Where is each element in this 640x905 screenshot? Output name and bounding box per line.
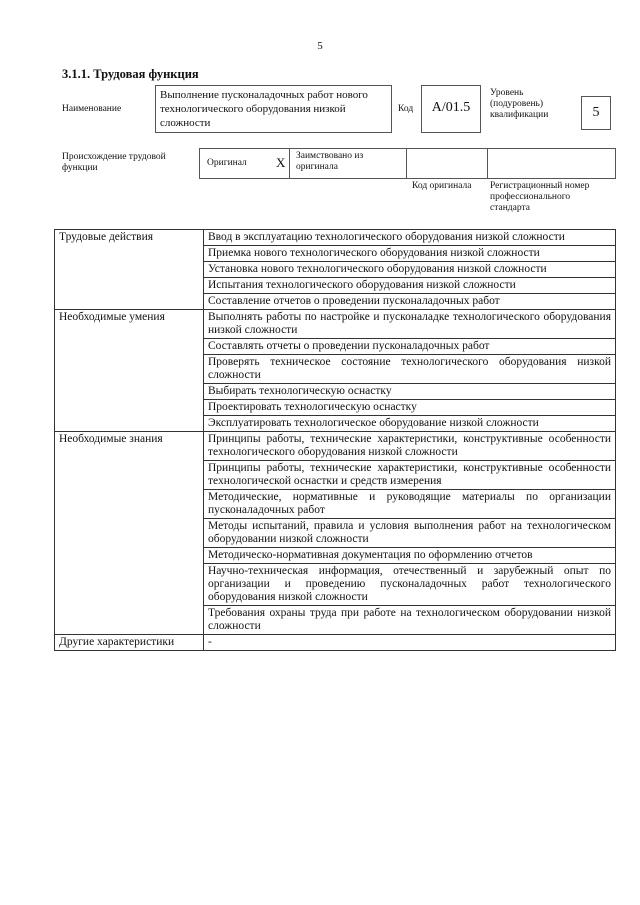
level-label-line3: квалификации <box>490 110 549 120</box>
qualification-level-box <box>581 96 611 130</box>
labor-action-item: Установка нового технологического оборудования низкой сложности <box>204 262 616 278</box>
skill-item: Выполнять работы по настройке и пусконаладке технологического оборудования низкой сложности <box>204 310 616 339</box>
section-heading: 3.1.1. Трудовая функция <box>62 67 199 81</box>
function-code-box <box>421 85 481 133</box>
level-label-line1: Уровень <box>490 88 524 98</box>
qualification-level: 5 <box>592 105 600 120</box>
knowledge-item: Методические, нормативные и руководящие материалы по организации пусконаладочных работ <box>204 490 616 519</box>
borrowed-label-line1: Заимствовано из <box>296 151 364 161</box>
level-label-line2: (подуровень) <box>490 99 544 109</box>
code-label: Код <box>398 104 414 114</box>
original-code-cell <box>406 148 488 179</box>
function-code: A/01.5 <box>431 100 471 115</box>
table-row <box>55 310 616 339</box>
origin-label-line1: Происхождение трудовой <box>62 152 166 162</box>
function-name: Выполнение пусконаладочных работ нового технологического оборудования низкой сложности <box>160 89 368 129</box>
labor-action-item: Ввод в эксплуатацию технологического оборудования низкой сложности <box>204 230 616 246</box>
reg-number-label-line3: стандарта <box>490 203 530 213</box>
level-label <box>490 88 548 121</box>
table-row <box>55 432 616 461</box>
borrowed-cell <box>289 148 407 179</box>
knowledge-item: Принципы работы, технические характеристики, конструктивные особенности технологического оборудования низкой сложности <box>204 432 616 461</box>
borrowed-label <box>296 151 363 173</box>
labor-action-item: Приемка нового технологического оборудования низкой сложности <box>204 246 616 262</box>
borrowed-label-line2: оригинала <box>296 162 338 172</box>
name-label: Наименование <box>62 104 122 114</box>
knowledge-item: Методическо-нормативная документация по оформлению отчетов <box>204 548 616 564</box>
table-row <box>55 230 616 246</box>
origin-label-line2: функции <box>62 163 98 173</box>
function-name-box <box>155 85 392 133</box>
reg-number-cell <box>487 148 616 179</box>
skill-item: Проектировать технологическую оснастку <box>204 400 616 416</box>
table-row <box>55 635 616 651</box>
original-mark: X <box>276 155 286 170</box>
origin-label <box>62 152 166 174</box>
knowledge-label: Необходимые знания <box>55 432 204 635</box>
labor-action-item: Составление отчетов о проведении пусконаладочных работ <box>204 294 616 310</box>
knowledge-item: Научно-техническая информация, отечественный и зарубежный опыт по организации и проведению пусконаладочных работ технологического оборудования низкой сложности <box>204 564 616 606</box>
knowledge-item: Требования охраны труда при работе на технологическом оборудовании низкой сложности <box>204 606 616 635</box>
reg-number-label-line1: Регистрационный номер <box>490 181 590 191</box>
page-number: 5 <box>317 40 323 52</box>
knowledge-item: Принципы работы, технические характеристики, конструктивные особенности технологической оснастки и средств измерения <box>204 461 616 490</box>
labor-action-item: Испытания технологического оборудования низкой сложности <box>204 278 616 294</box>
knowledge-item: Методы испытаний, правила и условия выполнения работ на технологическом оборудовании низкой сложности <box>204 519 616 548</box>
skills-label: Необходимые умения <box>55 310 204 432</box>
original-code-label: Код оригинала <box>412 181 472 191</box>
reg-number-label-line2: профессионального <box>490 192 571 202</box>
original-label: Оригинал <box>207 158 247 168</box>
labor-function-table <box>54 229 616 651</box>
skill-item: Эксплуатировать технологическое оборудование низкой сложности <box>204 416 616 432</box>
reg-number-label <box>490 181 589 214</box>
other-characteristics-value: - <box>204 635 616 651</box>
skill-item: Проверять техническое состояние технологического оборудования низкой сложности <box>204 355 616 384</box>
skill-item: Составлять отчеты о проведении пусконаладочных работ <box>204 339 616 355</box>
original-cell <box>199 148 290 179</box>
other-characteristics-label: Другие характеристики <box>55 635 204 651</box>
labor-actions-label: Трудовые действия <box>55 230 204 310</box>
skill-item: Выбирать технологическую оснастку <box>204 384 616 400</box>
